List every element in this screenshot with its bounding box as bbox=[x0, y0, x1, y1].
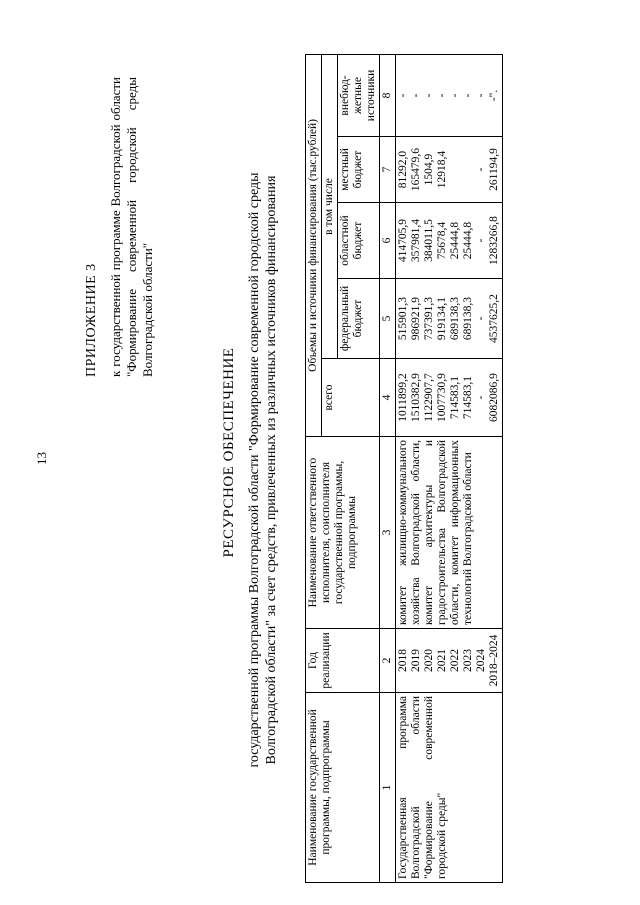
local-value: 261194,9 bbox=[488, 148, 500, 191]
extrabudget-value: - bbox=[449, 93, 461, 98]
year-value: 2021 bbox=[436, 649, 448, 672]
total-value: 1122907,7 bbox=[423, 373, 435, 422]
federal-value: 737391,3 bbox=[423, 296, 435, 341]
header-including: в том числе bbox=[322, 54, 338, 358]
regional-value: 25444,8 bbox=[462, 221, 474, 260]
local-value: - bbox=[475, 167, 487, 172]
extrabudget-value: - bbox=[423, 93, 435, 98]
federal-value: - bbox=[475, 316, 487, 321]
header-extrabudget: внебюд-жетные источники bbox=[338, 54, 380, 136]
column-number: 4 bbox=[380, 359, 396, 437]
header-regional: областной бюджет bbox=[338, 203, 380, 279]
column-number: 1 bbox=[380, 693, 396, 883]
year-value: 2020 bbox=[423, 649, 435, 672]
regional-value: 25444,8 bbox=[449, 221, 461, 260]
header-total: всего bbox=[322, 359, 380, 437]
regional-value: 384011,5 bbox=[423, 219, 435, 262]
local-value: 165479,6 bbox=[410, 147, 422, 192]
column-number: 5 bbox=[380, 279, 396, 359]
local-value: 1504,9 bbox=[423, 153, 435, 186]
years-cell bbox=[396, 629, 503, 693]
regional-value: 414705,9 bbox=[397, 218, 409, 263]
year-value: 2024 bbox=[475, 649, 487, 672]
header-executor: Наименование ответственного исполнителя, соисполнителя государственной программы, подпрограммы bbox=[306, 437, 380, 629]
local-cell bbox=[396, 137, 503, 203]
appendix-title: ПРИЛОЖЕНИЕ 3 bbox=[84, 263, 99, 377]
total-value: 1510382,9 bbox=[410, 373, 422, 422]
total-value: 6082086,9 bbox=[488, 373, 500, 422]
year-value: 2022 bbox=[449, 649, 461, 672]
regional-cell bbox=[396, 203, 503, 279]
federal-value: 919134,1 bbox=[436, 296, 448, 341]
total-value: 714583,1 bbox=[462, 375, 474, 420]
federal-value: 4537625,2 bbox=[488, 294, 500, 343]
extrabudget-cell bbox=[396, 54, 503, 136]
column-number: 6 bbox=[380, 203, 396, 279]
header-program-name: Наименование государственной программы, подпрограммы bbox=[306, 693, 380, 883]
document-title: РЕСУРСНОЕ ОБЕСПЕЧЕНИЕ bbox=[221, 347, 237, 558]
appendix-text: к государственной программе Волгоградской области "Формирование современной городской среды Волгоградской области" bbox=[108, 77, 155, 377]
local-value: 81292,0 bbox=[397, 150, 409, 189]
federal-cell bbox=[396, 279, 503, 359]
total-value: 714583,1 bbox=[449, 375, 461, 420]
local-value: 12918,4 bbox=[436, 150, 448, 189]
subtitle-line-1: государственной программы Волгоградской области "Формирование современной городской среды bbox=[247, 172, 262, 768]
header-local: местный бюджет bbox=[338, 137, 380, 203]
year-value: 2018–2024 bbox=[488, 634, 500, 687]
document-subtitle bbox=[246, 120, 280, 820]
regional-value: 1283266,8 bbox=[488, 216, 500, 265]
extrabudget-value: - bbox=[436, 93, 448, 98]
column-number: 3 bbox=[380, 437, 396, 629]
regional-value: 357981,4 bbox=[410, 218, 422, 263]
funding-table bbox=[305, 54, 503, 883]
total-cell bbox=[396, 359, 503, 437]
total-value: - bbox=[475, 395, 487, 400]
table-row bbox=[396, 54, 503, 882]
extrabudget-value: - bbox=[397, 93, 409, 98]
year-value: 2018 bbox=[397, 649, 409, 672]
federal-value: 689138,3 bbox=[462, 296, 474, 341]
column-number: 2 bbox=[380, 629, 396, 693]
federal-value: 986921,9 bbox=[410, 296, 422, 341]
extrabudget-value: -". bbox=[488, 89, 500, 102]
total-value: 1007730,9 bbox=[436, 373, 448, 422]
year-value: 2019 bbox=[410, 649, 422, 672]
column-number: 8 bbox=[380, 54, 396, 136]
local-value bbox=[449, 140, 462, 199]
extrabudget-value: - bbox=[475, 93, 487, 98]
year-value: 2023 bbox=[462, 649, 474, 672]
total-value: 1011899,2 bbox=[397, 373, 409, 422]
extrabudget-value: - bbox=[462, 93, 474, 98]
header-year: Год реализации bbox=[306, 629, 380, 693]
header-volumes: Объемы и источники финансирования (тыс.рублей) bbox=[306, 54, 322, 436]
regional-value: 75678,4 bbox=[436, 221, 448, 260]
federal-value: 689138,3 bbox=[449, 296, 461, 341]
regional-value: - bbox=[475, 238, 487, 243]
page-number: 13 bbox=[34, 452, 49, 465]
column-number: 7 bbox=[380, 137, 396, 203]
executor-cell: комитет жилищно-коммунального хозяйства Волгоградской области, комитет архитектуры и градостроительства Волгоградской области, комитет информационных технологий Волгоградской области bbox=[396, 437, 503, 629]
subtitle-line-2: Волгоградской области" за счет средств, привлеченных из различных источников финансирования bbox=[264, 175, 279, 765]
local-value bbox=[462, 140, 475, 199]
header-federal: федеральный бюджет bbox=[338, 279, 380, 359]
extrabudget-value: - bbox=[410, 93, 422, 98]
federal-value: 515901,3 bbox=[397, 296, 409, 341]
program-name-cell: Государственная программа Волгоградской области "Формирование современной городской среды" bbox=[396, 693, 503, 883]
